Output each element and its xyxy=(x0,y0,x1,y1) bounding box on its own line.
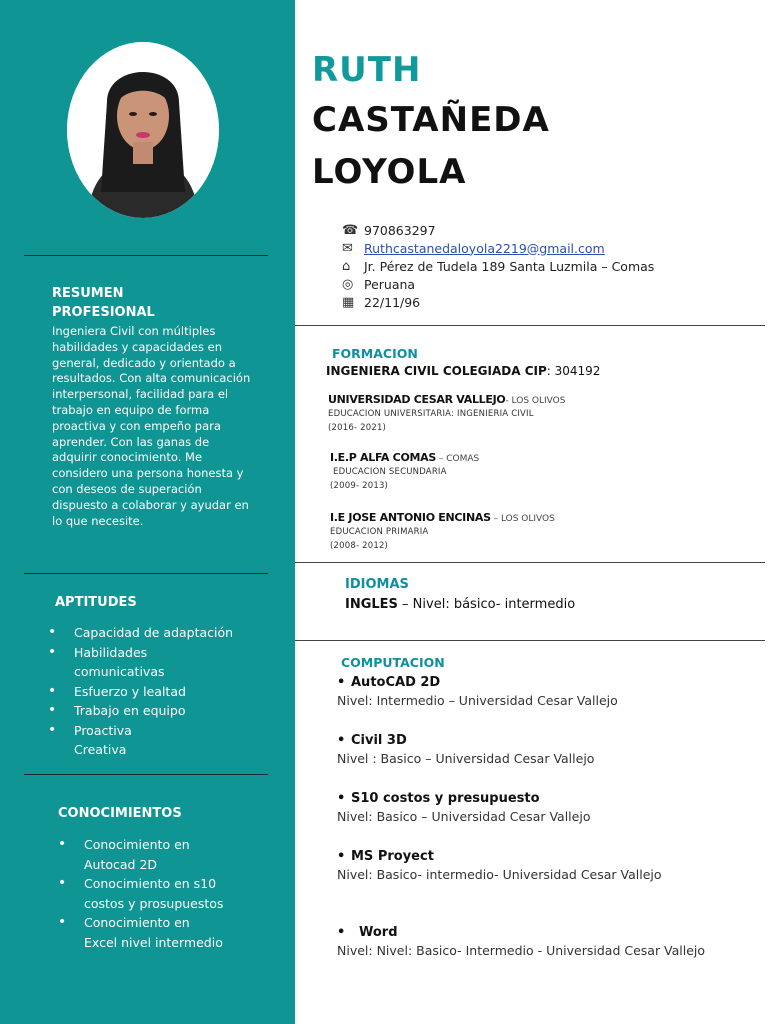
summary-line: resultados. Con alta comunicación xyxy=(52,371,251,386)
address-text: Jr. Pérez de Tudela 189 Santa Luzmila – Comas xyxy=(364,258,655,274)
summary-line: dispuesto a colaborar y ayudar en xyxy=(52,497,249,512)
computacion-title: COMPUTACION xyxy=(341,655,445,670)
divider xyxy=(295,640,765,641)
summary-line: general, dedicado y orientado a xyxy=(52,355,236,370)
summary-line: habilidades y capacidades en xyxy=(52,339,223,354)
nationality-text: Peruana xyxy=(364,276,416,292)
location-icon: ⌂ xyxy=(342,258,351,274)
contact-block xyxy=(342,221,654,311)
conocimientos-list xyxy=(58,835,278,952)
knowledge-item-text: • Conocimiento en xyxy=(84,915,190,930)
globe-icon: ◎ xyxy=(342,276,354,292)
aptitudes-title: APTITUDES xyxy=(55,595,137,610)
software-item: • S10 costos y presupuesto Nivel: Basico – Universidad Cesar Vallejo xyxy=(337,791,591,824)
aptitude-item xyxy=(48,682,278,702)
aptitude-item xyxy=(48,721,278,760)
email-link[interactable]: Ruthcastanedaloyola2219@gmail.com xyxy=(364,240,605,256)
education-entry: UNIVERSIDAD CESAR VALLEJO- LOS OLIVOS EDUCACION UNIVERSITARIA: INGENIERIA CIVIL (2016- 2021) xyxy=(328,393,566,433)
summary-line: considero una persona honesta y xyxy=(52,466,244,481)
last-name-1: CASTAÑEDA xyxy=(312,100,550,140)
aptitudes-list xyxy=(48,623,278,760)
aptitude-item-text: Creativa xyxy=(74,742,127,757)
phone-text: 970863297 xyxy=(364,222,436,238)
divider xyxy=(24,774,268,775)
profile-photo xyxy=(67,42,219,218)
mail-icon: ✉ xyxy=(342,240,353,256)
first-name: RUTH xyxy=(312,50,422,90)
aptitude-item-text: comunicativas xyxy=(74,664,165,679)
aptitude-item xyxy=(48,701,278,721)
summary-line: interpersonal, facilidad para el xyxy=(52,387,229,402)
aptitude-item-text: • Habilidades xyxy=(74,644,148,660)
aptitude-item-text: • Trabajo en equipo xyxy=(74,703,186,718)
divider xyxy=(24,255,268,256)
conocimientos-title: CONOCIMIENTOS xyxy=(58,806,182,821)
idiomas-title: IDIOMAS xyxy=(345,577,409,592)
aptitude-item-text: • Capacidad de adaptación xyxy=(74,625,234,640)
aptitude-item xyxy=(48,623,278,643)
aptitude-item-text: • Proactiva xyxy=(74,722,132,738)
knowledge-item-text: Excel nivel intermedio xyxy=(84,934,223,950)
summary-text xyxy=(52,324,287,529)
summary-title: RESUMEN PROFESIONAL xyxy=(52,286,155,320)
software-item: • AutoCAD 2D Nivel: Intermedio – Universidad Cesar Vallejo xyxy=(337,675,618,708)
cip-line: INGENIERA CIVIL COLEGIADA CIP: 304192 xyxy=(326,364,601,378)
divider xyxy=(295,325,765,326)
summary-line: con deseos de superación xyxy=(52,481,202,496)
phone-icon: ☎ xyxy=(342,222,359,238)
education-entry: I.E JOSE ANTONIO ENCINAS – LOS OLIVOS EDUCACION PRIMARIA (2008- 2012) xyxy=(330,511,555,551)
last-name-2: LOYOLA xyxy=(312,152,467,192)
summary-line: trabajo en equipo de forma xyxy=(52,402,210,417)
formacion-title: FORMACION xyxy=(332,346,418,361)
education-entry: I.E.P ALFA COMAS – COMAS EDUCACION SECUNDARIA (2009- 2013) xyxy=(330,451,480,491)
summary-line: proactiva y con empeño para xyxy=(52,418,221,433)
divider xyxy=(24,573,268,574)
knowledge-item-text: costos y prosupuestos xyxy=(84,895,224,911)
summary-line: lo que necesite. xyxy=(52,513,144,528)
knowledge-item xyxy=(58,835,278,874)
knowledge-item-text: Autocad 2D xyxy=(84,856,158,872)
aptitude-item-text: • Esfuerzo y lealtad xyxy=(74,683,186,699)
software-item: • Word Nivel: Nivel: Basico- Intermedio - Universidad Cesar Vallejo xyxy=(337,925,706,958)
calendar-icon: ▦ xyxy=(342,294,355,310)
summary-line: Ingeniera Civil con múltiples xyxy=(52,324,216,338)
software-item: • Civil 3D Nivel : Basico – Universidad Cesar Vallejo xyxy=(337,733,595,766)
software-item: • MS Proyect Nivel: Basico- intermedio- Universidad Cesar Vallejo xyxy=(337,849,662,882)
knowledge-item-text: • Conocimiento en xyxy=(84,837,190,852)
birthdate-text: 22/11/96 xyxy=(364,294,421,310)
summary-line: adquirir conocimiento. Me xyxy=(52,450,203,465)
language-line: INGLES – Nivel: básico- intermedio xyxy=(345,597,576,612)
knowledge-item xyxy=(58,913,278,952)
aptitude-item xyxy=(48,643,278,682)
knowledge-item xyxy=(58,874,278,913)
knowledge-item-text: • Conocimiento en s10 xyxy=(84,876,217,891)
summary-line: aprender. Con las ganas de xyxy=(52,434,210,449)
divider xyxy=(295,562,765,563)
sidebar xyxy=(0,0,295,1024)
